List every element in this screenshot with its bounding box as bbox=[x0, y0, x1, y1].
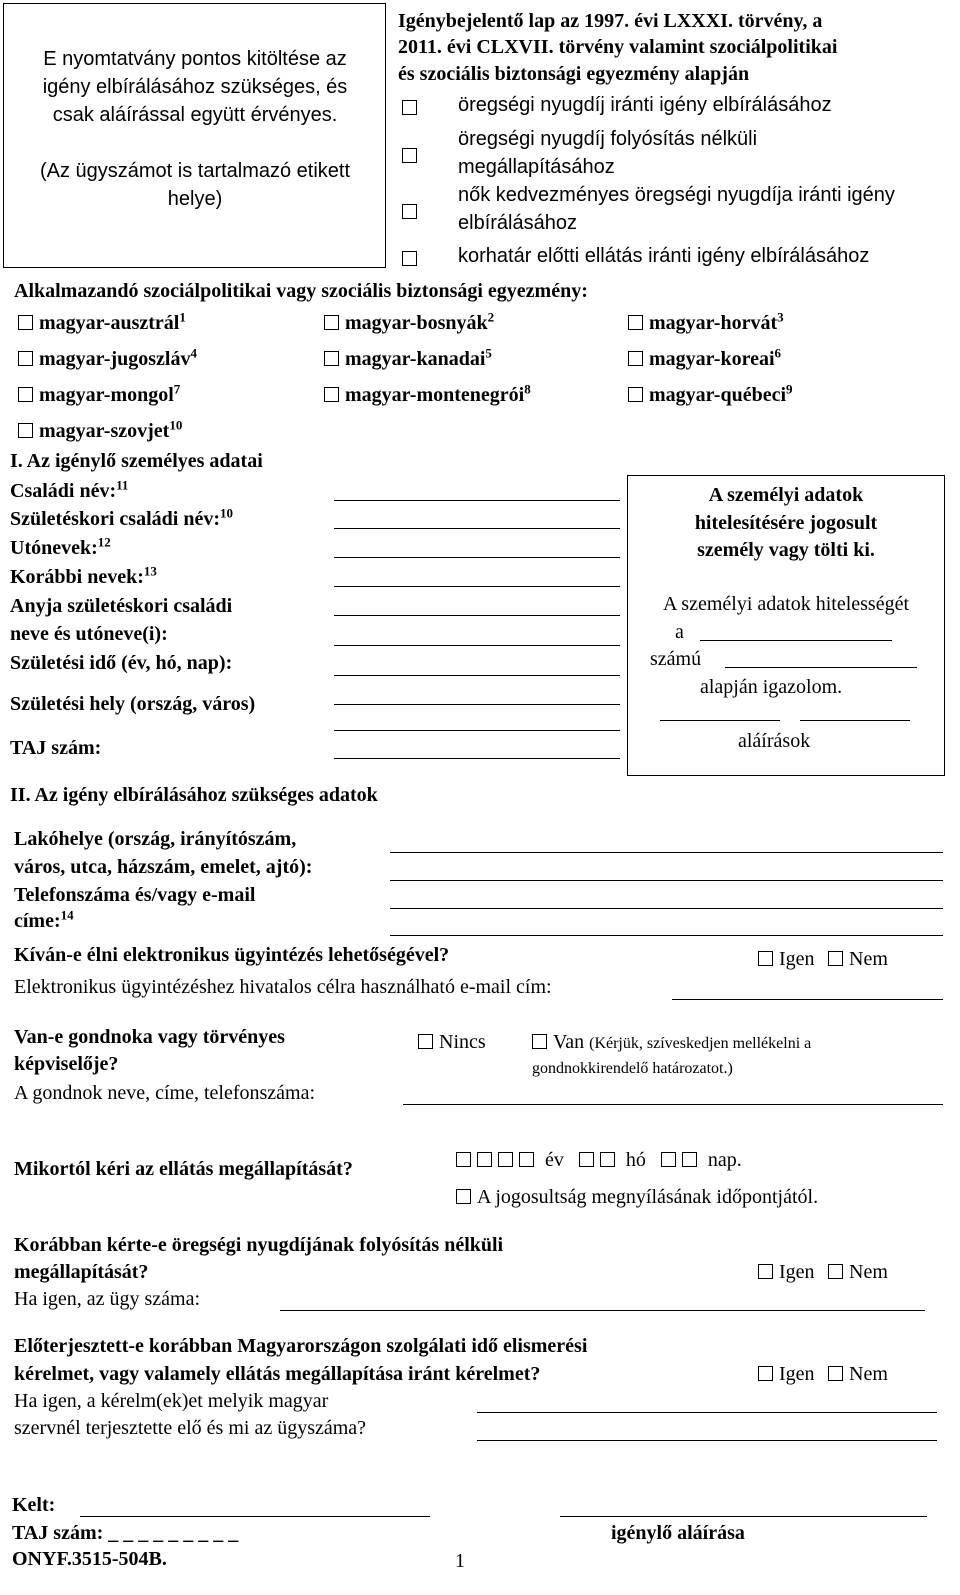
mother-name-field-2[interactable] bbox=[334, 645, 620, 646]
agreement-option[interactable] bbox=[324, 381, 531, 407]
claim-type-label-2a: öregségi nyugdíj folyósítás nélküli bbox=[458, 128, 758, 150]
submitted-question-a: Előterjesztett-e korábban Magyarországon szolgálati idő elismerési bbox=[14, 1335, 588, 1357]
submitted-detail-a: Ha igen, a kérelm(ek)et melyik magyar bbox=[14, 1390, 329, 1412]
label-box-text-2: igény elbírálásához szükséges, és bbox=[42, 76, 348, 98]
previous-names-label: Korábbi nevek:$^{13}$ bbox=[10, 563, 157, 588]
guardian-has-note: gondnokkirendelő határozatot.) bbox=[532, 1060, 733, 1077]
agreement-option[interactable] bbox=[18, 417, 183, 443]
entitlement-option[interactable]: A jogosultság megnyílásának időpontjától. bbox=[456, 1186, 818, 1209]
from-when-question: Mikortól kéri az ellátás megállapítását? bbox=[14, 1158, 353, 1180]
case-number-field[interactable] bbox=[280, 1310, 925, 1311]
phone-label-a: Telefonszáma és/vagy e-mail bbox=[14, 884, 256, 906]
claim-type-checkbox-4[interactable] bbox=[402, 251, 417, 266]
auth-text-3: személy vagy tölti ki. bbox=[697, 539, 875, 561]
mother-name-label-b: neve és utóneve(i): bbox=[10, 623, 168, 645]
month-digit-box[interactable] bbox=[600, 1152, 615, 1167]
mother-name-field-1[interactable] bbox=[334, 615, 620, 616]
auth-number-field[interactable] bbox=[725, 667, 917, 668]
earlier-no-option[interactable]: Nem bbox=[828, 1261, 888, 1284]
birth-family-name-label: Születéskori családi név:$^{10}$ bbox=[10, 505, 233, 530]
family-name-label: Családi név:$^{11}$ bbox=[10, 477, 129, 502]
label-box-text-1: E nyomtatvány pontos kitöltése az bbox=[43, 48, 347, 70]
day-label: nap. bbox=[707, 1149, 742, 1171]
header-line-1: Igénybejelentő lap az 1997. évi LXXXI. törvény, a bbox=[398, 10, 823, 32]
year-digit-box[interactable] bbox=[456, 1152, 471, 1167]
checkbox[interactable] bbox=[418, 1034, 433, 1049]
claim-type-checkbox-2[interactable] bbox=[402, 148, 417, 163]
electronic-yes-option[interactable]: Igen bbox=[758, 948, 815, 971]
agreements-title: Alkalmazandó szociálpolitikai vagy szociális biztonsági egyezmény: bbox=[14, 280, 588, 302]
residence-label-b: város, utca, házszám, emelet, ajtó): bbox=[14, 856, 313, 878]
submitted-field-1[interactable] bbox=[477, 1412, 937, 1413]
agreement-option[interactable] bbox=[18, 309, 186, 335]
mother-name-label-a: Anyja születéskori családi bbox=[10, 595, 233, 617]
date-boxes[interactable] bbox=[456, 1149, 742, 1172]
submitted-detail-b: szervnél terjesztette elő és mi az ügyszáma? bbox=[14, 1417, 367, 1439]
auth-text-6: számú bbox=[650, 648, 702, 670]
checkbox[interactable] bbox=[828, 1264, 843, 1279]
earlier-yes-option[interactable]: Igen bbox=[758, 1261, 815, 1284]
claim-type-label-3b: elbírálásához bbox=[458, 212, 577, 234]
signature-line[interactable] bbox=[560, 1516, 927, 1517]
birth-place-field-1[interactable] bbox=[334, 704, 620, 705]
footnote-ref: 2 bbox=[487, 309, 495, 325]
guardian-has-option[interactable]: Van (Kérjük, szíveskedjen mellékelni a bbox=[532, 1031, 811, 1054]
agreement-label: magyar-mongol bbox=[39, 384, 174, 406]
agreement-label: magyar-kanadai bbox=[345, 348, 486, 370]
agreement-label: magyar-szovjet bbox=[39, 420, 170, 442]
year-digit-box[interactable] bbox=[477, 1152, 492, 1167]
checkbox[interactable] bbox=[18, 351, 33, 366]
guardian-details-label: A gondnok neve, címe, telefonszáma: bbox=[14, 1082, 316, 1104]
agreement-option[interactable] bbox=[18, 345, 197, 371]
month-label: hó bbox=[625, 1149, 646, 1171]
checkbox[interactable] bbox=[324, 315, 339, 330]
guardian-question-a: Van-e gondnoka vagy törvényes bbox=[14, 1026, 285, 1048]
agreement-label: magyar-horvát bbox=[649, 312, 778, 334]
taj-field[interactable] bbox=[334, 758, 620, 759]
header-line-3: és szociális biztonsági egyezmény alapján bbox=[398, 63, 750, 85]
phone-field-1[interactable] bbox=[390, 908, 943, 909]
agreement-option[interactable] bbox=[628, 345, 782, 371]
submitted-question-b: kérelmet, vagy valamely ellátás megállapítása iránt kérelmet? bbox=[14, 1363, 541, 1385]
auth-text-8: aláírások bbox=[738, 730, 811, 752]
checkbox[interactable] bbox=[18, 315, 33, 330]
checkbox[interactable] bbox=[324, 387, 339, 402]
guardian-question-b: képviselője? bbox=[14, 1053, 119, 1075]
residence-field-2[interactable] bbox=[390, 880, 943, 881]
checkbox[interactable] bbox=[758, 1366, 773, 1381]
previous-names-field[interactable] bbox=[334, 586, 620, 587]
checkbox[interactable] bbox=[828, 951, 843, 966]
birth-place-field-2[interactable] bbox=[334, 730, 620, 731]
birth-date-label: Születési idő (év, hó, nap): bbox=[10, 652, 233, 674]
checkbox[interactable] bbox=[628, 351, 643, 366]
claim-type-label-2b: megállapításához bbox=[458, 156, 615, 178]
agreement-label: magyar-québeci bbox=[649, 384, 787, 406]
footnote-ref: 6 bbox=[774, 345, 782, 361]
electronic-question: Kíván-e élni elektronikus ügyintézés lehetőségével? bbox=[14, 944, 450, 966]
checkbox[interactable] bbox=[828, 1366, 843, 1381]
section-2-title: II. Az igény elbírálásához szükséges adatok bbox=[10, 784, 378, 806]
birth-date-field[interactable] bbox=[334, 675, 620, 676]
case-number-label: Ha igen, az ügy száma: bbox=[14, 1288, 201, 1310]
agreement-option[interactable] bbox=[628, 309, 784, 335]
footnote-ref: 7 bbox=[173, 381, 181, 397]
auth-document-field[interactable] bbox=[700, 640, 892, 641]
checkbox[interactable] bbox=[324, 351, 339, 366]
claim-type-checkbox-3[interactable] bbox=[402, 204, 417, 219]
footnote-ref: 5 bbox=[485, 345, 492, 361]
footnote-ref: 10 bbox=[169, 417, 183, 433]
family-name-field[interactable] bbox=[334, 500, 620, 501]
agreement-option[interactable] bbox=[628, 381, 793, 407]
auth-text-1: A személyi adatok bbox=[708, 484, 864, 506]
year-label: év bbox=[545, 1149, 564, 1171]
label-box-text-4: (Az ügyszámot is tartalmazó etikett bbox=[39, 160, 351, 182]
phone-label-b: címe:$^{14}$ bbox=[14, 907, 74, 932]
year-digit-box[interactable] bbox=[519, 1152, 534, 1167]
checkbox[interactable] bbox=[628, 387, 643, 402]
taj-label: TAJ szám: bbox=[10, 737, 102, 759]
claim-type-label-3a: nők kedvezményes öregségi nyugdíja iránti igény bbox=[458, 184, 895, 206]
footnote-ref: 1 bbox=[179, 309, 186, 325]
earlier-question-b: megállapítását? bbox=[14, 1261, 149, 1283]
auth-text-4: A személyi adatok hitelességét bbox=[662, 593, 910, 615]
electronic-email-label: Elektronikus ügyintézéshez hivatalos célra használható e-mail cím: bbox=[14, 976, 552, 998]
agreement-label: magyar-koreai bbox=[649, 348, 775, 370]
checkbox[interactable] bbox=[628, 315, 643, 330]
residence-label-a: Lakóhelye (ország, irányítószám, bbox=[14, 828, 297, 850]
label-box bbox=[3, 3, 386, 268]
guardian-none-option[interactable]: Nincs bbox=[418, 1031, 486, 1054]
kelt-field[interactable] bbox=[80, 1516, 430, 1517]
claim-type-checkbox-1[interactable] bbox=[402, 100, 417, 115]
year-digit-box[interactable] bbox=[498, 1152, 513, 1167]
day-digit-box[interactable] bbox=[682, 1152, 697, 1167]
agreement-option[interactable] bbox=[324, 309, 495, 335]
guardian-details-field[interactable] bbox=[403, 1104, 943, 1105]
auth-signature-line-1[interactable] bbox=[660, 720, 780, 721]
agreement-label: magyar-jugoszláv bbox=[39, 348, 191, 370]
auth-text-2: hitelesítésére jogosult bbox=[694, 512, 878, 534]
label-box-text-5: helye) bbox=[167, 188, 223, 210]
kelt-label: Kelt: bbox=[12, 1494, 56, 1516]
submitted-field-2[interactable] bbox=[477, 1440, 937, 1441]
auth-text-5: a bbox=[675, 621, 684, 643]
footnote-ref: 8 bbox=[524, 381, 531, 397]
footnote-ref: 3 bbox=[777, 309, 784, 325]
phone-field-2[interactable] bbox=[390, 935, 943, 936]
submitted-no-option[interactable]: Nem bbox=[828, 1363, 888, 1386]
earlier-question-a: Korábban kérte-e öregségi nyugdíjának folyósítás nélküli bbox=[14, 1234, 504, 1256]
form-code: ONYF.3515-504B. bbox=[12, 1548, 167, 1570]
header-line-2: 2011. évi CLXVII. törvény valamint szociálpolitikai bbox=[398, 36, 838, 58]
section-1-title: I. Az igénylő személyes adatai bbox=[10, 450, 263, 472]
electronic-email-field[interactable] bbox=[672, 999, 943, 1000]
electronic-no-option[interactable]: Nem bbox=[828, 948, 888, 971]
auth-text-7: alapján igazolom. bbox=[700, 676, 843, 698]
checkbox[interactable] bbox=[18, 423, 33, 438]
day-digit-box[interactable] bbox=[661, 1152, 676, 1167]
birth-family-name-field[interactable] bbox=[334, 528, 620, 529]
agreement-label: magyar-bosnyák bbox=[345, 312, 488, 334]
claim-type-label-4: korhatár előtti ellátás iránti igény elbírálásához bbox=[458, 245, 870, 267]
given-names-field[interactable] bbox=[334, 557, 620, 558]
footnote-ref: 4 bbox=[190, 345, 197, 361]
checkbox[interactable] bbox=[456, 1189, 471, 1204]
taj-blanks: _ _ _ _ _ _ _ _ _ bbox=[108, 1522, 239, 1544]
page-number: 1 bbox=[455, 1550, 465, 1572]
footnote-ref: 9 bbox=[786, 381, 793, 397]
auth-signature-line-2[interactable] bbox=[800, 720, 910, 721]
checkbox[interactable] bbox=[758, 1264, 773, 1279]
signature-label: igénylő aláírása bbox=[611, 1522, 745, 1544]
month-digit-box[interactable] bbox=[579, 1152, 594, 1167]
claim-type-label-1: öregségi nyugdíj iránti igény elbírálásához bbox=[458, 94, 832, 116]
checkbox[interactable] bbox=[532, 1034, 547, 1049]
agreement-option[interactable] bbox=[324, 345, 492, 371]
given-names-label: Utónevek:$^{12}$ bbox=[10, 534, 111, 559]
submitted-yes-option[interactable]: Igen bbox=[758, 1363, 815, 1386]
footer-taj-label: TAJ szám: _ _ _ _ _ _ _ _ _ bbox=[12, 1522, 239, 1544]
label-box-text-3: csak aláírással együtt érvényes. bbox=[52, 104, 338, 126]
agreement-label: magyar-montenegrói bbox=[345, 384, 525, 406]
birth-place-label: Születési hely (ország, város) bbox=[10, 693, 256, 715]
checkbox[interactable] bbox=[758, 951, 773, 966]
agreement-label: magyar-ausztrál bbox=[39, 312, 180, 334]
agreement-option[interactable] bbox=[18, 381, 181, 407]
checkbox[interactable] bbox=[18, 387, 33, 402]
residence-field-1[interactable] bbox=[390, 852, 943, 853]
